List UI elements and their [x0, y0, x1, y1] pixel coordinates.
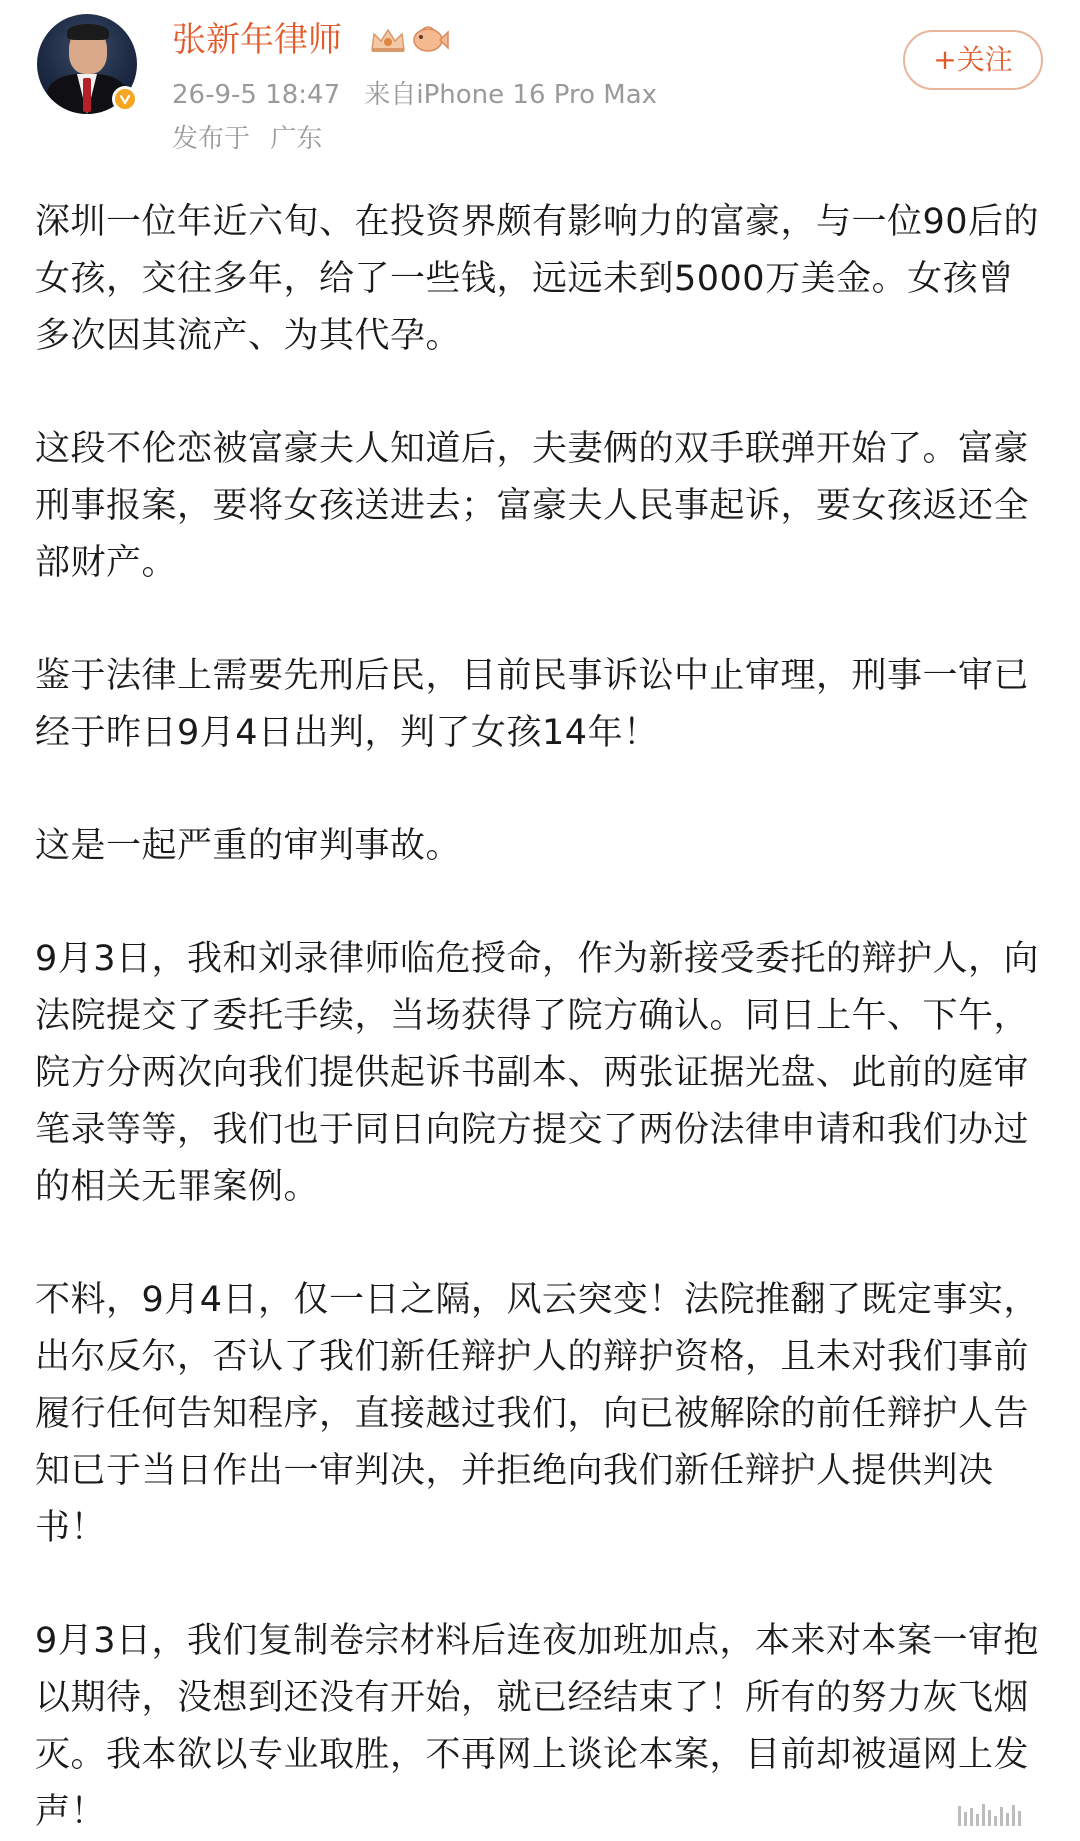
- post-meta: [172, 78, 657, 112]
- post-body: [35, 194, 1045, 1841]
- post-time: 26-9-5 18:47: [172, 80, 341, 110]
- crown-icon: [368, 24, 408, 56]
- post-paragraph: 这是一起严重的审判事故。: [35, 826, 462, 866]
- post-paragraph: 这段不伦恋被富豪夫人知道后，夫妻俩的双手联弹开始了。富豪刑事报案，要将女孩送进去；富豪夫人民事起诉，要女孩返还全部财产。: [35, 429, 1030, 583]
- author-name[interactable]: 张新年律师: [172, 20, 342, 60]
- post-paragraph: 9月3日，我们复制卷宗材料后连夜加班加点，本来对本案一审抱以期待，没想到还没有开始，就已经结束了！所有的努力灰飞烟灭。我本欲以专业取胜，不再网上谈论本案，目前却被逼网上发声！: [35, 1621, 1040, 1832]
- post-paragraph: 深圳一位年近六旬、在投资界颇有影响力的富豪，与一位90后的女孩，交往多年，给了一些钱，远远未到5000万美金。女孩曾多次因其流产、为其代孕。: [35, 202, 1040, 356]
- post-paragraph: 不料，9月4日，仅一日之隔，风云突变！法院推翻了既定事实，出尔反尔，否认了我们新任辩护人的辩护资格，且未对我们事前履行任何告知程序，直接越过我们，向已被解除的前任辩护人告知已于当日作出一审判决，并拒绝向我们新任辩护人提供判决书！: [35, 1280, 1040, 1548]
- avatar-tie: [83, 78, 91, 112]
- location-value: 广东: [270, 124, 323, 154]
- verified-icon: [112, 86, 138, 112]
- post-header: [0, 0, 1080, 170]
- avatar-hair: [67, 24, 109, 40]
- post-device: 来自iPhone 16 Pro Max: [364, 80, 658, 110]
- fish-icon: [410, 22, 450, 56]
- signal-bars-watermark-icon: [956, 1802, 1026, 1828]
- post-location: [172, 122, 322, 156]
- post-paragraph: 鉴于法律上需要先刑后民，目前民事诉讼中止审理，刑事一审已经于昨日9月4日出判，判了女孩14年！: [35, 656, 1030, 753]
- post-paragraph: 9月3日，我和刘录律师临危授命，作为新接受委托的辩护人，向法院提交了委托手续，当场获得了院方确认。同日上午、下午，院方分两次向我们提供起诉书副本、两张证据光盘、此前的庭审笔录等等，我们也于同日向院方提交了两份法律申请和我们办过的相关无罪案例。: [35, 939, 1040, 1207]
- follow-label: +关注: [933, 43, 1013, 76]
- follow-button[interactable]: [903, 30, 1043, 90]
- location-label: 发布于: [172, 124, 251, 154]
